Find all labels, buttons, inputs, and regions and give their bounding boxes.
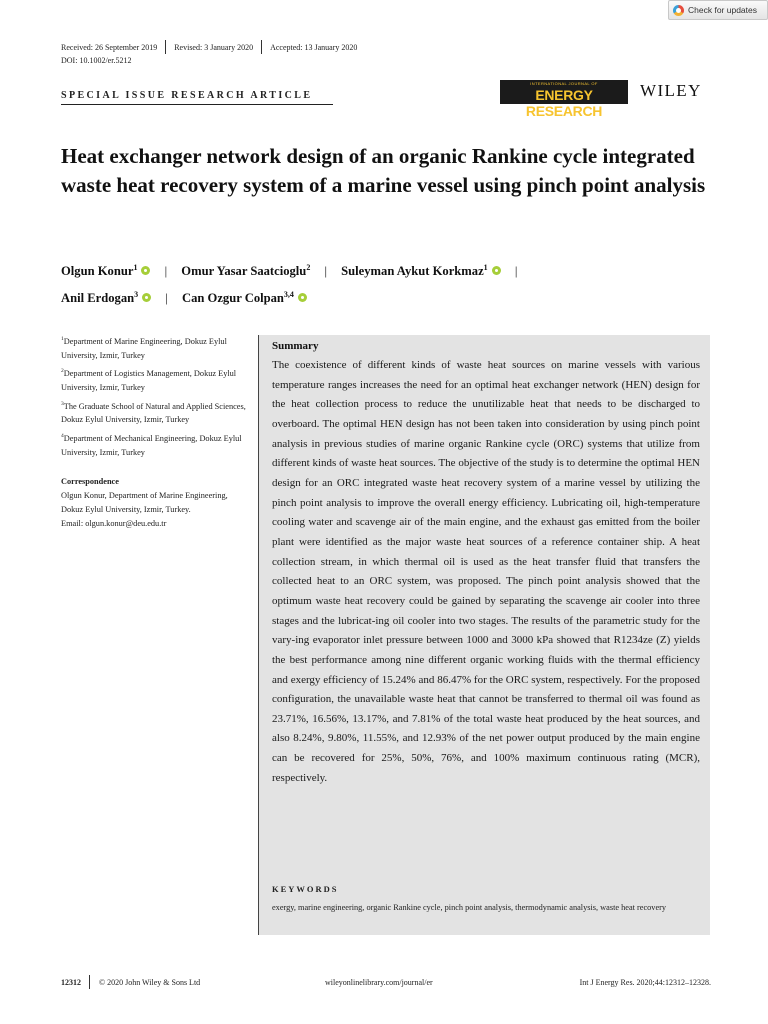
author-name: Can Ozgur Colpan [181,291,284,306]
journal-logo-small-text: INTERNATIONAL JOURNAL OF [530,81,598,86]
accepted-date: Accepted: 13 January 2020 [270,42,358,52]
page-number: 12312 [61,978,81,987]
affiliation [61,430,251,459]
affiliation-sup: 4 [61,433,64,440]
author-name: Olgun Konur [61,264,134,279]
copyright: © 2020 John Wiley & Sons Ltd [99,978,201,987]
author-name: Omur Yasar Saatcioglu [181,264,307,279]
author-name: Suleyman Aykut Korkmaz [341,264,484,279]
citation: Int J Energy Res. 2020;44:12312–12328. [579,978,711,987]
article-dates [61,40,357,54]
crossmark-icon [673,5,684,16]
affiliation [61,333,251,362]
correspondence-email[interactable]: Email: olgun.konur@deu.edu.tr [61,518,167,528]
author-separator: | [164,264,168,279]
affiliation-text: The Graduate School of Natural and Applied Sciences, Dokuz Eylul University, Izmir, Turkey [61,401,246,425]
check-for-updates-button[interactable] [668,0,768,20]
affiliation-sup: 1 [61,336,64,342]
summary-rule [258,335,259,935]
keywords-text: exergy, marine engineering, organic Rankine cycle, pinch point analysis, thermodynamic analysis, waste heat recovery [272,903,667,912]
affiliation-sup: 3 [61,400,64,407]
footer-divider [89,975,90,989]
revised-date: Revised: 3 January 2020 [174,42,254,52]
author-separator: | [165,291,168,306]
affiliation-text: Department of Mechanical Engineering, Dokuz Eylul University, Izmir, Turkey [61,433,242,457]
article-type-rule [61,104,333,105]
affiliations-column [61,333,251,531]
journal-logo [500,80,628,119]
author-affiliation-sup: 1 [133,263,138,272]
correspondence-text: Olgun Konur, Department of Marine Engineering, Dokuz Eylul University, Izmir, Turkey. [61,491,228,515]
affiliation [61,398,251,427]
article-title: Heat exchanger network design of an organic Rankine cycle integrated waste heat recovery system of a marine vessel using pinch point analysis [61,144,706,197]
date-divider [261,40,262,54]
check-for-updates-label: Check for updates [688,5,757,15]
author-name: Anil Erdogan [61,291,135,306]
affiliation [61,365,251,394]
received-date: Received: 26 September 2019 [61,42,158,52]
orcid-icon[interactable] [492,266,501,275]
summary-heading: Summary [272,340,319,352]
author-affiliation-sup: 3 [134,290,139,300]
journal-url[interactable]: wileyonlinelibrary.com/journal/er [325,978,433,987]
journal-logo-text: ENERGY RESEARCH [525,87,603,119]
correspondence-heading: Correspondence [61,477,119,487]
doi[interactable]: DOI: 10.1002/er.5212 [61,56,132,65]
affiliation-text: Department of Logistics Management, Dokuz Eylul University, Izmir, Turkey [61,369,237,392]
orcid-icon[interactable] [142,293,151,302]
author-affiliation-sup: 2 [306,263,311,272]
affiliation-text: Department of Marine Engineering, Dokuz Eylul University, Izmir, Turkey [61,336,227,360]
author-separator: | [514,264,518,279]
date-divider [165,40,166,54]
summary-text: The coexistence of different kinds of waste heat sources on marine vessels with various temperature ranges increases the need for an optimal heat exchanger network (HEN) design for the heat collection process to reduce the unutilizable heat that needs to be discharged to overboard. The optimal HEN design has not been taken into consideration by using pinch point analysis in previous studies of marine organic Rankine cycle (ORC) systems that utilize from different kinds of waste heat sources. The objective of the study is to determine the optimal HEN design for an ORC integrated waste heat recovery system of a marine vessel by utilizing the pinch point analysis to improve the overall energy efficiency. Lubricating oil, high-temperature cooling water and scavenge air of the main engine, and the exhaust gas emitted from the boiler plant were identified as the major waste heat sources of a reference container ship. A heat collection stream, in which thermal oil is used as the heat transfer fluid that transfers the collected heat to an ORC system, was proposed. The pinch point analysis showed that the optimum waste heat recovery could be gained by separating the scavenge air cooler into three stages and the lubricat-ing oil cooler into two stages. The results of the parametric study for the vary-ing evaporator inlet pressure between 1000 and 3000 kPa showed that R1234ze (Z) yields the best performance among nine different organic working fluids with the thermal efficiency and exergy efficiency of 15.24% and 86.47% for the ORC system, respectively. For the proposed configuration, the unavailable waste heat that cannot be transferred to thermal oil was found as 23.71%, 16.56%, 13.17%, and 7.81% of the total waste heat produced by the heat sources, and also 8.24%, 9.80%, 11.55%, and 12.93% of the net power output produced by the main engine can be recovered for 25%, 50%, 76%, and 100% maximum continuous rating (MCR), respectively. [272,359,700,784]
keywords-heading: KEYWORDS [272,884,339,894]
author-affiliation-sup: 3,4 [283,290,294,300]
author-affiliation-sup: 1 [483,263,488,272]
affiliation-sup: 2 [61,368,64,375]
article-type: SPECIAL ISSUE RESEARCH ARTICLE [61,90,313,101]
author-separator: | [324,264,327,279]
publisher-logo: WILEY [640,81,702,100]
orcid-icon[interactable] [298,293,307,302]
orcid-icon[interactable] [141,266,150,275]
author-list [61,256,711,310]
